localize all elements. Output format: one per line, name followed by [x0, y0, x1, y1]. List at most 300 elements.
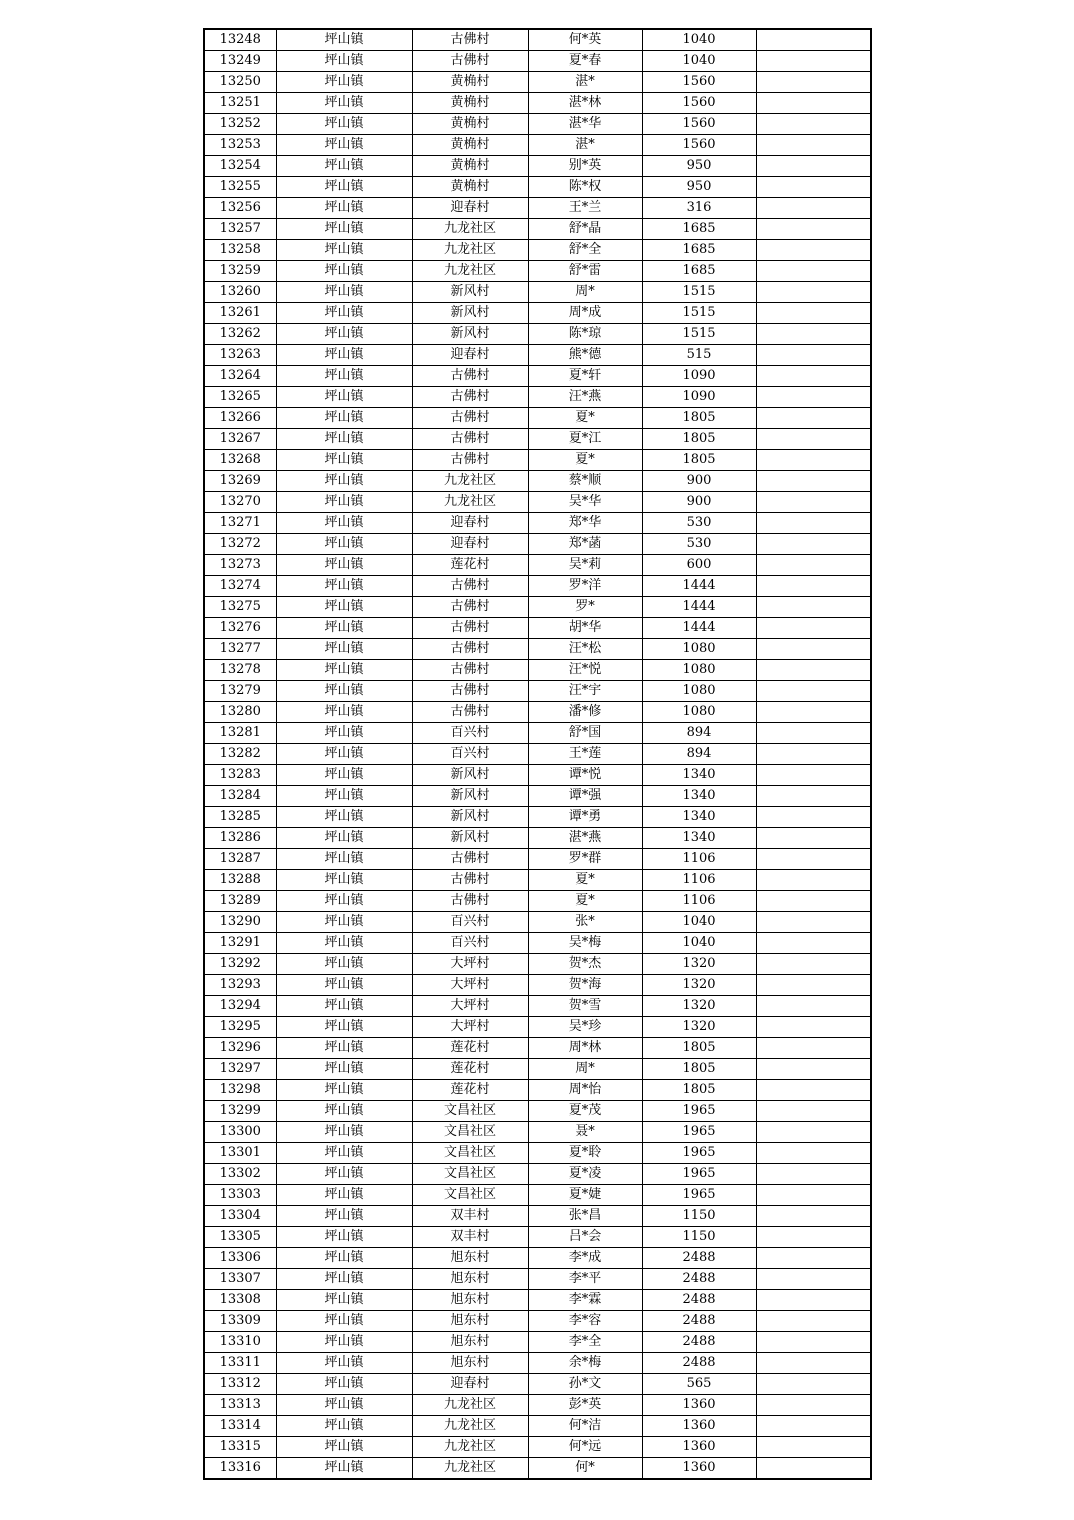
cell-id: 13283 [204, 765, 276, 786]
cell-village: 新风村 [412, 303, 528, 324]
cell-id: 13309 [204, 1311, 276, 1332]
cell-id: 13297 [204, 1059, 276, 1080]
table-row [204, 1164, 871, 1185]
cell-id: 13264 [204, 366, 276, 387]
cell-village: 迎春村 [412, 345, 528, 366]
cell-id: 13248 [204, 29, 276, 51]
cell-village: 九龙社区 [412, 1437, 528, 1458]
cell-remark [756, 135, 871, 156]
cell-name: 周*成 [528, 303, 642, 324]
table-row [204, 1080, 871, 1101]
cell-id: 13252 [204, 114, 276, 135]
cell-village: 古佛村 [412, 450, 528, 471]
cell-id: 13299 [204, 1101, 276, 1122]
table-row [204, 471, 871, 492]
cell-remark [756, 282, 871, 303]
cell-amount: 950 [642, 177, 756, 198]
cell-remark [756, 1311, 871, 1332]
table-row [204, 618, 871, 639]
table-row [204, 1185, 871, 1206]
table-row [204, 1332, 871, 1353]
table-row [204, 765, 871, 786]
cell-town: 坪山镇 [276, 618, 412, 639]
cell-id: 13312 [204, 1374, 276, 1395]
cell-remark [756, 1374, 871, 1395]
cell-remark [756, 492, 871, 513]
cell-amount: 2488 [642, 1311, 756, 1332]
cell-amount: 2488 [642, 1332, 756, 1353]
cell-name: 夏*江 [528, 429, 642, 450]
cell-amount: 1090 [642, 387, 756, 408]
cell-id: 13261 [204, 303, 276, 324]
cell-id: 13306 [204, 1248, 276, 1269]
cell-village: 新风村 [412, 828, 528, 849]
cell-village: 古佛村 [412, 639, 528, 660]
table-row [204, 156, 871, 177]
cell-amount: 1560 [642, 135, 756, 156]
cell-town: 坪山镇 [276, 219, 412, 240]
cell-town: 坪山镇 [276, 408, 412, 429]
cell-village: 古佛村 [412, 702, 528, 723]
cell-name: 李*成 [528, 1248, 642, 1269]
cell-amount: 565 [642, 1374, 756, 1395]
cell-remark [756, 639, 871, 660]
cell-village: 新风村 [412, 807, 528, 828]
cell-remark [756, 1248, 871, 1269]
cell-name: 谭*勇 [528, 807, 642, 828]
cell-id: 13265 [204, 387, 276, 408]
cell-remark [756, 576, 871, 597]
cell-id: 13259 [204, 261, 276, 282]
cell-remark [756, 387, 871, 408]
cell-amount: 1560 [642, 72, 756, 93]
cell-id: 13278 [204, 660, 276, 681]
cell-name: 吴*华 [528, 492, 642, 513]
cell-town: 坪山镇 [276, 1395, 412, 1416]
cell-name: 胡*华 [528, 618, 642, 639]
cell-village: 古佛村 [412, 681, 528, 702]
cell-id: 13256 [204, 198, 276, 219]
cell-town: 坪山镇 [276, 492, 412, 513]
cell-id: 13272 [204, 534, 276, 555]
cell-name: 陈*琼 [528, 324, 642, 345]
table-row [204, 1353, 871, 1374]
cell-town: 坪山镇 [276, 450, 412, 471]
cell-name: 罗*群 [528, 849, 642, 870]
cell-name: 王*莲 [528, 744, 642, 765]
cell-id: 13250 [204, 72, 276, 93]
cell-remark [756, 29, 871, 51]
cell-id: 13271 [204, 513, 276, 534]
cell-town: 坪山镇 [276, 93, 412, 114]
cell-town: 坪山镇 [276, 324, 412, 345]
cell-town: 坪山镇 [276, 51, 412, 72]
cell-remark [756, 429, 871, 450]
cell-town: 坪山镇 [276, 114, 412, 135]
cell-village: 迎春村 [412, 513, 528, 534]
cell-id: 13291 [204, 933, 276, 954]
table-row [204, 513, 871, 534]
cell-name: 周* [528, 1059, 642, 1080]
table-row [204, 786, 871, 807]
cell-remark [756, 1227, 871, 1248]
table-row [204, 702, 871, 723]
cell-amount: 1360 [642, 1458, 756, 1480]
cell-amount: 894 [642, 744, 756, 765]
table-row [204, 114, 871, 135]
cell-town: 坪山镇 [276, 681, 412, 702]
table-row [204, 828, 871, 849]
cell-town: 坪山镇 [276, 954, 412, 975]
cell-remark [756, 240, 871, 261]
cell-id: 13267 [204, 429, 276, 450]
cell-amount: 1340 [642, 807, 756, 828]
cell-amount: 1965 [642, 1185, 756, 1206]
cell-name: 张*昌 [528, 1206, 642, 1227]
table-row [204, 1290, 871, 1311]
cell-town: 坪山镇 [276, 786, 412, 807]
cell-village: 黄桷村 [412, 177, 528, 198]
cell-name: 舒*晶 [528, 219, 642, 240]
cell-village: 古佛村 [412, 366, 528, 387]
cell-remark [756, 765, 871, 786]
cell-amount: 1805 [642, 1059, 756, 1080]
cell-name: 湛* [528, 135, 642, 156]
cell-village: 黄桷村 [412, 72, 528, 93]
cell-amount: 1685 [642, 261, 756, 282]
table-row [204, 1269, 871, 1290]
cell-remark [756, 1290, 871, 1311]
cell-town: 坪山镇 [276, 534, 412, 555]
cell-amount: 1360 [642, 1437, 756, 1458]
cell-amount: 1444 [642, 597, 756, 618]
table-row [204, 597, 871, 618]
cell-town: 坪山镇 [276, 702, 412, 723]
cell-town: 坪山镇 [276, 1206, 412, 1227]
cell-town: 坪山镇 [276, 1248, 412, 1269]
table-row [204, 744, 871, 765]
cell-amount: 1080 [642, 681, 756, 702]
table-row [204, 1395, 871, 1416]
cell-id: 13263 [204, 345, 276, 366]
table-row [204, 450, 871, 471]
cell-name: 吴*珍 [528, 1017, 642, 1038]
cell-remark [756, 807, 871, 828]
cell-id: 13302 [204, 1164, 276, 1185]
cell-name: 聂* [528, 1122, 642, 1143]
cell-town: 坪山镇 [276, 387, 412, 408]
table-row [204, 660, 871, 681]
cell-name: 湛*燕 [528, 828, 642, 849]
cell-village: 新风村 [412, 282, 528, 303]
cell-name: 夏*婕 [528, 1185, 642, 1206]
table-body [204, 29, 871, 1479]
cell-remark [756, 1353, 871, 1374]
cell-village: 旭东村 [412, 1248, 528, 1269]
table-row [204, 303, 871, 324]
cell-name: 湛*林 [528, 93, 642, 114]
cell-id: 13254 [204, 156, 276, 177]
cell-amount: 1965 [642, 1143, 756, 1164]
cell-town: 坪山镇 [276, 366, 412, 387]
cell-id: 13295 [204, 1017, 276, 1038]
table-row [204, 870, 871, 891]
cell-name: 舒*雷 [528, 261, 642, 282]
cell-village: 古佛村 [412, 618, 528, 639]
table-row [204, 72, 871, 93]
table-row [204, 219, 871, 240]
cell-remark [756, 345, 871, 366]
cell-name: 郑*华 [528, 513, 642, 534]
cell-id: 13282 [204, 744, 276, 765]
cell-remark [756, 1185, 871, 1206]
cell-id: 13280 [204, 702, 276, 723]
cell-id: 13310 [204, 1332, 276, 1353]
cell-town: 坪山镇 [276, 198, 412, 219]
cell-village: 古佛村 [412, 408, 528, 429]
cell-town: 坪山镇 [276, 1353, 412, 1374]
cell-remark [756, 303, 871, 324]
cell-amount: 950 [642, 156, 756, 177]
cell-town: 坪山镇 [276, 282, 412, 303]
cell-remark [756, 996, 871, 1017]
cell-name: 湛* [528, 72, 642, 93]
cell-village: 大坪村 [412, 996, 528, 1017]
cell-name: 夏*凌 [528, 1164, 642, 1185]
cell-amount: 1320 [642, 1017, 756, 1038]
cell-name: 夏* [528, 891, 642, 912]
cell-remark [756, 219, 871, 240]
cell-id: 13313 [204, 1395, 276, 1416]
cell-village: 新风村 [412, 786, 528, 807]
table-row [204, 807, 871, 828]
cell-amount: 316 [642, 198, 756, 219]
cell-id: 13249 [204, 51, 276, 72]
cell-name: 舒*全 [528, 240, 642, 261]
cell-id: 13307 [204, 1269, 276, 1290]
cell-name: 夏* [528, 408, 642, 429]
cell-village: 百兴村 [412, 912, 528, 933]
cell-village: 迎春村 [412, 1374, 528, 1395]
cell-town: 坪山镇 [276, 870, 412, 891]
cell-town: 坪山镇 [276, 975, 412, 996]
cell-town: 坪山镇 [276, 513, 412, 534]
cell-village: 九龙社区 [412, 471, 528, 492]
cell-remark [756, 1416, 871, 1437]
table-row [204, 723, 871, 744]
table-row [204, 1101, 871, 1122]
cell-remark [756, 51, 871, 72]
cell-village: 黄桷村 [412, 93, 528, 114]
table-row [204, 681, 871, 702]
cell-amount: 1805 [642, 1080, 756, 1101]
cell-id: 13251 [204, 93, 276, 114]
cell-village: 黄桷村 [412, 135, 528, 156]
cell-remark [756, 933, 871, 954]
cell-village: 莲花村 [412, 555, 528, 576]
cell-amount: 1805 [642, 408, 756, 429]
cell-name: 贺*杰 [528, 954, 642, 975]
table-row [204, 240, 871, 261]
cell-town: 坪山镇 [276, 261, 412, 282]
cell-amount: 894 [642, 723, 756, 744]
table-row [204, 1227, 871, 1248]
cell-remark [756, 870, 871, 891]
cell-town: 坪山镇 [276, 912, 412, 933]
cell-town: 坪山镇 [276, 1038, 412, 1059]
cell-town: 坪山镇 [276, 723, 412, 744]
cell-amount: 1150 [642, 1227, 756, 1248]
cell-town: 坪山镇 [276, 660, 412, 681]
cell-remark [756, 450, 871, 471]
cell-name: 李*平 [528, 1269, 642, 1290]
table-row [204, 1038, 871, 1059]
cell-amount: 1965 [642, 1101, 756, 1122]
cell-name: 夏*春 [528, 51, 642, 72]
cell-town: 坪山镇 [276, 177, 412, 198]
cell-id: 13289 [204, 891, 276, 912]
cell-name: 夏* [528, 870, 642, 891]
cell-id: 13268 [204, 450, 276, 471]
table-row [204, 891, 871, 912]
cell-amount: 1965 [642, 1122, 756, 1143]
cell-village: 古佛村 [412, 891, 528, 912]
cell-amount: 1560 [642, 114, 756, 135]
cell-town: 坪山镇 [276, 996, 412, 1017]
cell-name: 谭*强 [528, 786, 642, 807]
cell-name: 汪*宇 [528, 681, 642, 702]
cell-amount: 1560 [642, 93, 756, 114]
cell-name: 熊*德 [528, 345, 642, 366]
cell-remark [756, 723, 871, 744]
cell-amount: 1040 [642, 29, 756, 51]
cell-village: 百兴村 [412, 933, 528, 954]
cell-remark [756, 324, 871, 345]
table-row [204, 366, 871, 387]
cell-amount: 1340 [642, 786, 756, 807]
cell-amount: 530 [642, 513, 756, 534]
cell-name: 彭*英 [528, 1395, 642, 1416]
cell-amount: 2488 [642, 1248, 756, 1269]
cell-amount: 900 [642, 492, 756, 513]
cell-amount: 1360 [642, 1395, 756, 1416]
cell-name: 余*梅 [528, 1353, 642, 1374]
cell-name: 周*怡 [528, 1080, 642, 1101]
cell-village: 九龙社区 [412, 240, 528, 261]
cell-remark [756, 198, 871, 219]
cell-remark [756, 849, 871, 870]
cell-id: 13316 [204, 1458, 276, 1480]
cell-town: 坪山镇 [276, 933, 412, 954]
cell-town: 坪山镇 [276, 1164, 412, 1185]
cell-remark [756, 408, 871, 429]
cell-town: 坪山镇 [276, 555, 412, 576]
cell-name: 罗*洋 [528, 576, 642, 597]
table-row [204, 1017, 871, 1038]
cell-town: 坪山镇 [276, 1185, 412, 1206]
cell-remark [756, 114, 871, 135]
cell-remark [756, 1206, 871, 1227]
cell-amount: 1150 [642, 1206, 756, 1227]
cell-amount: 1360 [642, 1416, 756, 1437]
cell-amount: 1320 [642, 996, 756, 1017]
cell-name: 谭*悦 [528, 765, 642, 786]
cell-name: 贺*海 [528, 975, 642, 996]
cell-id: 13257 [204, 219, 276, 240]
cell-village: 文昌社区 [412, 1101, 528, 1122]
cell-village: 古佛村 [412, 29, 528, 51]
cell-id: 13301 [204, 1143, 276, 1164]
cell-remark [756, 513, 871, 534]
cell-village: 古佛村 [412, 429, 528, 450]
cell-id: 13260 [204, 282, 276, 303]
cell-village: 古佛村 [412, 576, 528, 597]
cell-amount: 900 [642, 471, 756, 492]
cell-name: 汪*燕 [528, 387, 642, 408]
cell-village: 百兴村 [412, 744, 528, 765]
cell-village: 文昌社区 [412, 1143, 528, 1164]
cell-remark [756, 1269, 871, 1290]
cell-town: 坪山镇 [276, 1080, 412, 1101]
cell-remark [756, 366, 871, 387]
cell-amount: 1080 [642, 639, 756, 660]
cell-amount: 1685 [642, 219, 756, 240]
table-row [204, 135, 871, 156]
cell-id: 13270 [204, 492, 276, 513]
cell-amount: 1444 [642, 576, 756, 597]
cell-town: 坪山镇 [276, 1416, 412, 1437]
cell-name: 舒*国 [528, 723, 642, 744]
cell-name: 夏* [528, 450, 642, 471]
cell-name: 蔡*顺 [528, 471, 642, 492]
cell-amount: 1805 [642, 429, 756, 450]
cell-town: 坪山镇 [276, 1122, 412, 1143]
cell-village: 古佛村 [412, 660, 528, 681]
cell-village: 双丰村 [412, 1227, 528, 1248]
cell-amount: 515 [642, 345, 756, 366]
cell-amount: 1040 [642, 51, 756, 72]
cell-remark [756, 744, 871, 765]
cell-village: 新风村 [412, 765, 528, 786]
cell-amount: 1080 [642, 660, 756, 681]
table-row [204, 198, 871, 219]
cell-id: 13305 [204, 1227, 276, 1248]
cell-amount: 1340 [642, 828, 756, 849]
cell-id: 13279 [204, 681, 276, 702]
cell-village: 文昌社区 [412, 1185, 528, 1206]
cell-name: 汪*松 [528, 639, 642, 660]
cell-remark [756, 177, 871, 198]
cell-remark [756, 912, 871, 933]
cell-id: 13298 [204, 1080, 276, 1101]
table-row [204, 93, 871, 114]
cell-name: 别*英 [528, 156, 642, 177]
cell-town: 坪山镇 [276, 429, 412, 450]
cell-name: 张* [528, 912, 642, 933]
cell-remark [756, 660, 871, 681]
table-row [204, 387, 871, 408]
cell-name: 周*林 [528, 1038, 642, 1059]
cell-name: 孙*文 [528, 1374, 642, 1395]
cell-amount: 1515 [642, 324, 756, 345]
cell-village: 双丰村 [412, 1206, 528, 1227]
cell-id: 13253 [204, 135, 276, 156]
cell-id: 13294 [204, 996, 276, 1017]
cell-village: 迎春村 [412, 198, 528, 219]
data-table [203, 28, 872, 1480]
table-row [204, 408, 871, 429]
cell-village: 九龙社区 [412, 1416, 528, 1437]
